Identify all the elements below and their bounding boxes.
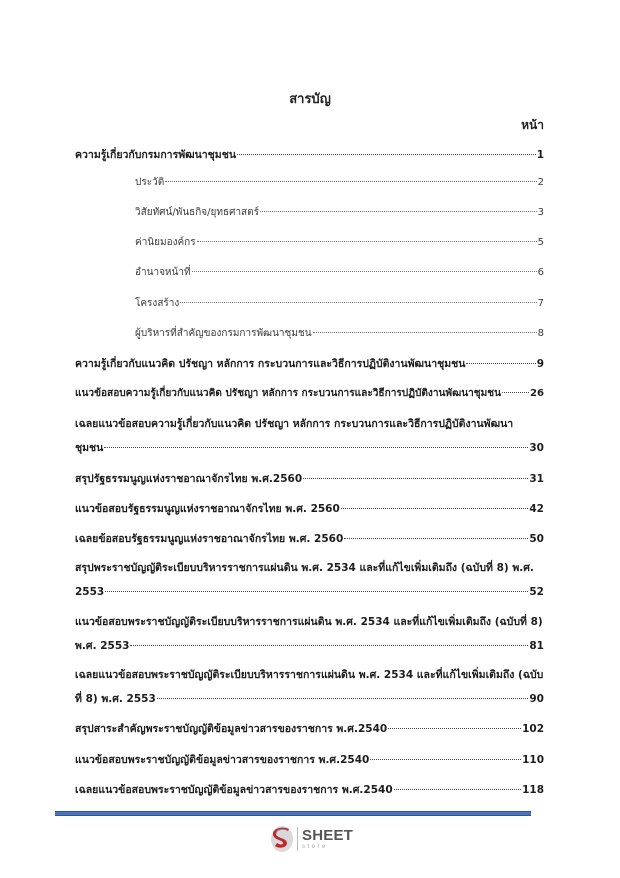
dot-leader bbox=[344, 538, 528, 539]
toc-entry[interactable] bbox=[75, 778, 544, 802]
toc-entry-text-line2: พ.ศ. 2553 bbox=[75, 640, 130, 652]
logo-word: SHEET bbox=[302, 827, 354, 844]
toc-entry-text: ความรู้เกี่ยวกับกรมการพัฒนาชุมชน bbox=[75, 149, 237, 161]
toc-entry-text-line1: เฉลยแนวข้อสอบพระราชบัญญัติระเบียบบริหารราชการแผ่นดิน พ.ศ. 2534 และที่แก้ไขเพิ่มเติมถึง (ฉบับ bbox=[75, 669, 544, 681]
toc-entry-page: 1 bbox=[536, 149, 544, 161]
toc-subentry[interactable] bbox=[135, 261, 544, 285]
toc-entry-page: 110 bbox=[522, 754, 544, 766]
dot-leader bbox=[197, 241, 537, 242]
sheet-store-s-logo-icon bbox=[270, 825, 294, 853]
toc-entry-page: 5 bbox=[537, 237, 544, 248]
toc-entry-text: สรุปสาระสำคัญพระราชบัญญัติข้อมูลข่าวสารของราชการ พ.ศ.2540 bbox=[75, 723, 388, 735]
toc-entry[interactable] bbox=[75, 717, 544, 741]
toc-entry-page: 26 bbox=[529, 388, 544, 399]
toc-subentry[interactable] bbox=[135, 231, 544, 255]
logo-text bbox=[302, 828, 353, 850]
toc-entry-page: 8 bbox=[537, 328, 544, 339]
toc-entry-text: แนวข้อสอบความรู้เกี่ยวกับแนวคิด ปรัชญา หลักการ กระบวนการและวิธีการปฏิบัติงานพัฒนาชุมชน bbox=[75, 388, 502, 399]
toc-entry-page: 50 bbox=[529, 533, 544, 545]
dot-leader bbox=[105, 591, 528, 592]
toc-entry-text: แนวข้อสอบพระราชบัญญัติข้อมูลข่าวสารของราชการ พ.ศ.2540 bbox=[75, 754, 370, 766]
toc-entry-text: อำนาจหน้าที่ bbox=[135, 267, 191, 278]
dot-leader bbox=[502, 392, 529, 393]
toc-entry-page: 81 bbox=[529, 640, 544, 652]
toc-entry-page: 90 bbox=[529, 693, 544, 705]
toc-entry[interactable] bbox=[75, 143, 544, 167]
dot-leader bbox=[180, 302, 536, 303]
toc-entry[interactable] bbox=[75, 748, 544, 772]
toc-subentry[interactable] bbox=[135, 292, 544, 316]
toc-entry-page: 31 bbox=[529, 473, 544, 485]
toc-entry-text: วิสัยทัศน์/พันธกิจ/ยุทธศาสตร์ bbox=[135, 207, 260, 218]
toc-entry-page: 118 bbox=[522, 784, 544, 796]
toc-entry[interactable] bbox=[75, 527, 544, 551]
dot-leader bbox=[394, 789, 521, 790]
toc-entry-text: ประวัติ bbox=[135, 177, 165, 188]
toc-entry-text-line1: สรุปพระราชบัญญัติระเบียบบริหารราชการแผ่นดิน พ.ศ. 2534 และที่แก้ไขเพิ่มเติมถึง (ฉบับที่ 8) พ.ศ. bbox=[75, 562, 534, 574]
toc-subentry[interactable] bbox=[135, 322, 544, 346]
dot-leader bbox=[370, 759, 521, 760]
dot-leader bbox=[165, 181, 536, 182]
dot-leader bbox=[157, 698, 529, 699]
toc-entry-text-line2: ที่ 8) พ.ศ. 2553 bbox=[75, 693, 156, 705]
toc-entry[interactable] bbox=[75, 556, 544, 604]
toc-entry[interactable] bbox=[75, 497, 544, 521]
toc-entry-text: เฉลยแนวข้อสอบพระราชบัญญัติข้อมูลข่าวสารของราชการ พ.ศ.2540 bbox=[75, 784, 393, 796]
toc-entry[interactable] bbox=[75, 352, 544, 376]
toc-entry-page: 7 bbox=[537, 298, 544, 309]
dot-leader bbox=[260, 211, 537, 212]
toc-entry-page: 102 bbox=[522, 723, 544, 735]
toc-entry-text-line1: เฉลยแนวข้อสอบความรู้เกี่ยวกับแนวคิด ปรัชญา หลักการ กระบวนการและวิธีการปฏิบัติงานพัฒนา bbox=[75, 418, 514, 430]
dot-leader bbox=[303, 478, 528, 479]
toc-entry-text-line2: 2553 bbox=[75, 586, 105, 598]
logo-subtitle: store bbox=[302, 844, 328, 850]
logo-divider bbox=[297, 827, 298, 851]
sheet-store-logo bbox=[270, 823, 353, 855]
toc-entry-page: 2 bbox=[537, 177, 544, 188]
dot-leader bbox=[192, 271, 537, 272]
toc-entry-page: 9 bbox=[536, 358, 544, 370]
toc-entry-text: สรุปรัฐธรรมนูญแห่งราชอาณาจักรไทย พ.ศ.2560 bbox=[75, 473, 303, 485]
dot-leader bbox=[237, 154, 536, 155]
toc-entry-text: แนวข้อสอบรัฐธรรมนูญแห่งราชอาณาจักรไทย พ.ศ. 2560 bbox=[75, 503, 340, 515]
toc-entry-text: เฉลยข้อสอบรัฐธรรมนูญแห่งราชอาณาจักรไทย พ.ศ. 2560 bbox=[75, 533, 344, 545]
toc-entry-page: 52 bbox=[529, 586, 544, 598]
toc-subentry[interactable] bbox=[135, 201, 544, 225]
toc-entry-page: 30 bbox=[529, 442, 544, 454]
toc-subentry[interactable] bbox=[135, 171, 544, 195]
toc-entry[interactable] bbox=[75, 467, 544, 491]
footer-rule bbox=[55, 811, 531, 816]
toc-entry-text: โครงสร้าง bbox=[135, 298, 180, 309]
toc-entry[interactable] bbox=[75, 663, 544, 711]
toc-entry-text-line2: ชุมชน bbox=[75, 442, 104, 454]
dot-leader bbox=[104, 447, 528, 448]
toc-title: สารบัญ bbox=[289, 92, 331, 107]
toc-entry[interactable] bbox=[75, 382, 544, 406]
page-column-heading: หน้า bbox=[521, 118, 544, 132]
toc-entry-text: ผู้บริหารที่สำคัญของกรมการพัฒนาชุมชน bbox=[135, 328, 312, 339]
dot-leader bbox=[130, 645, 528, 646]
toc-entry[interactable] bbox=[75, 412, 544, 460]
dot-leader bbox=[313, 332, 537, 333]
dot-leader bbox=[341, 508, 529, 509]
dot-leader bbox=[466, 363, 535, 364]
toc-entry-page: 42 bbox=[529, 503, 544, 515]
toc-entry-page: 6 bbox=[537, 267, 544, 278]
dot-leader bbox=[388, 728, 521, 729]
toc-entry[interactable] bbox=[75, 610, 544, 658]
toc-entry-text: ความรู้เกี่ยวกับแนวคิด ปรัชญา หลักการ กระบวนการและวิธีการปฏิบัติงานพัฒนาชุมชน bbox=[75, 358, 466, 370]
toc-entry-text-line1: แนวข้อสอบพระราชบัญญัติระเบียบบริหารราชการแผ่นดิน พ.ศ. 2534 และที่แก้ไขเพิ่มเติมถึง (ฉบับที่ 8) bbox=[75, 616, 543, 628]
toc-entry-text: ค่านิยมองค์กร bbox=[135, 237, 196, 248]
toc-entry-page: 3 bbox=[537, 207, 544, 218]
